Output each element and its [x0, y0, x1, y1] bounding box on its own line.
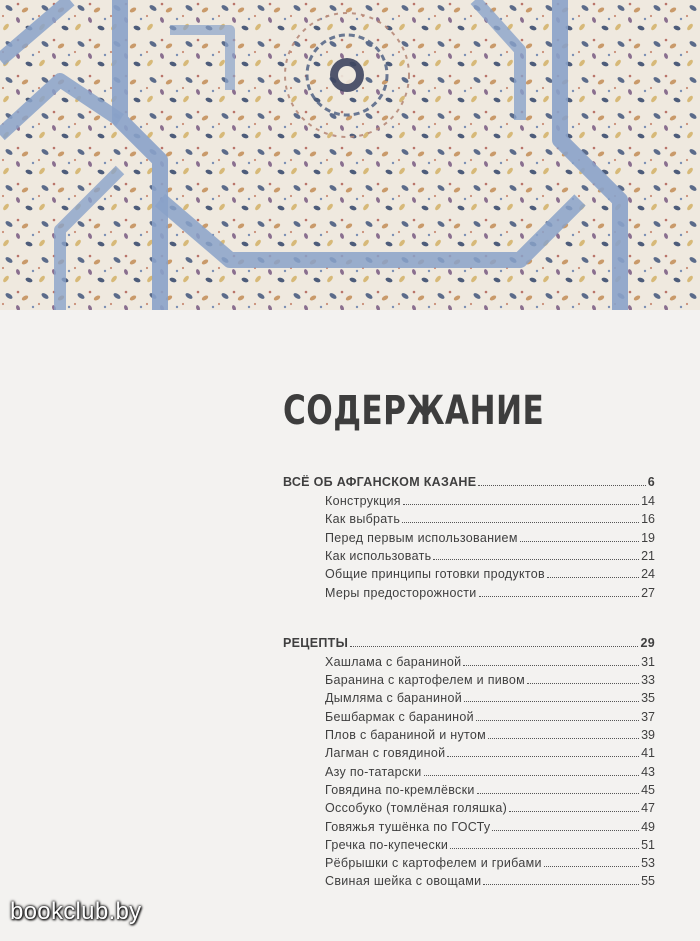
toc-page-number: 24: [641, 567, 655, 582]
dot-leader: [463, 664, 639, 666]
dot-leader: [547, 576, 639, 578]
toc-entry-label: Баранина с картофелем и пивом: [325, 673, 525, 688]
toc-entry[interactable]: [283, 869, 655, 888]
toc-entry-label: Как выбрать: [325, 512, 401, 527]
dot-leader: [450, 847, 639, 849]
toc-entry[interactable]: [283, 650, 655, 669]
dot-leader: [433, 558, 639, 560]
toc-page-number: 41: [641, 746, 655, 761]
toc-entry[interactable]: [283, 686, 655, 705]
toc-entry[interactable]: [283, 833, 655, 852]
toc-entry[interactable]: [283, 562, 655, 581]
toc-entry[interactable]: [283, 723, 655, 742]
toc-page-number: 6: [647, 475, 655, 489]
toc-page-number: 37: [641, 709, 655, 724]
toc-entry[interactable]: [283, 741, 655, 760]
toc-entry-label: Азу по-татарски: [325, 764, 422, 779]
toc-page-number: 33: [641, 673, 655, 688]
toc-page-number: 43: [641, 764, 655, 779]
dot-leader: [464, 700, 639, 702]
toc-page-number: 31: [641, 654, 655, 669]
toc-page-number: 51: [641, 837, 655, 852]
toc-entry-label: Общие принципы готовки продуктов: [325, 567, 545, 582]
dot-leader: [402, 521, 639, 523]
toc-entry-label: ВСЁ ОБ АФГАНСКОМ КАЗАНЕ: [283, 475, 477, 489]
toc-section-heading[interactable]: [283, 631, 655, 650]
toc-entry-label: Рёбрышки с картофелем и грибами: [325, 856, 542, 871]
toc-page-number: 39: [641, 728, 655, 742]
toc-page-number: 14: [641, 494, 655, 508]
toc-entry-label: Хашлама с бараниной: [325, 654, 462, 669]
toc-entry[interactable]: [283, 815, 655, 834]
toc-page-number: 29: [640, 635, 655, 650]
toc-entry-label: Как использовать: [325, 548, 432, 563]
toc-entry[interactable]: [283, 544, 655, 563]
toc-entry-label: Бешбармак с бараниной: [325, 709, 474, 724]
toc-page-number: 21: [641, 548, 655, 563]
toc-entry-label: Говяжья тушёнка по ГОСТу: [325, 819, 491, 834]
dot-leader: [520, 540, 639, 542]
toc-entry[interactable]: [283, 705, 655, 724]
dot-leader: [492, 829, 639, 831]
toc-page-number: 16: [641, 512, 655, 527]
toc-entry[interactable]: [283, 526, 655, 545]
dot-leader: [488, 737, 639, 739]
toc-page-number: 55: [641, 874, 655, 889]
dot-leader: [476, 719, 639, 721]
toc-entry[interactable]: [283, 668, 655, 687]
toc-entry[interactable]: [283, 489, 655, 508]
dot-leader: [544, 865, 639, 867]
dot-leader: [479, 595, 640, 597]
toc-entry[interactable]: [283, 581, 655, 600]
toc-entry-label: Говядина по-кремлёвски: [325, 782, 475, 797]
toc-entry-label: Конструкция: [325, 494, 401, 508]
dot-leader: [403, 503, 639, 505]
toc-entry-label: Оссобуко (томлёная голяшка): [325, 801, 508, 816]
dot-leader: [527, 682, 639, 684]
dot-leader: [447, 755, 639, 757]
dot-leader: [477, 792, 639, 794]
ornament-pattern-image: [0, 0, 700, 310]
toc-entry-label: Свиная шейка с овощами: [325, 874, 482, 889]
decorative-banner: [0, 0, 700, 310]
dot-leader: [483, 883, 639, 885]
toc-entry[interactable]: [283, 796, 655, 815]
watermark-text: bookclub.by: [10, 898, 142, 925]
toc-entry[interactable]: [283, 507, 655, 526]
dot-leader: [509, 810, 639, 812]
toc-entry[interactable]: [283, 851, 655, 870]
toc-entry-label: Гречка по-купечески: [325, 837, 449, 852]
toc-entry-label: Перед первым использованием: [325, 530, 518, 545]
toc-page-number: 19: [641, 530, 655, 545]
dot-leader: [424, 774, 640, 776]
toc-page-number: 35: [641, 691, 655, 706]
toc-entry-label: Лагман с говядиной: [325, 746, 446, 761]
toc-page-number: 47: [641, 801, 655, 816]
toc-entry[interactable]: [283, 760, 655, 779]
toc-entry-label: Дымлямa с бараниной: [325, 691, 462, 706]
dot-leader: [350, 645, 638, 647]
toc-page-number: 27: [641, 585, 655, 600]
toc-page-number: 45: [641, 782, 655, 797]
dot-leader: [478, 484, 645, 486]
toc-page-number: 53: [641, 856, 655, 871]
toc-entry-label: Плов с бараниной и нутом: [325, 728, 487, 742]
toc-entry-label: РЕЦЕПТЫ: [283, 635, 349, 650]
page-title: СОДЕРЖАНИЕ: [283, 388, 545, 434]
toc-entry-label: Меры предосторожности: [325, 585, 477, 600]
toc-page-number: 49: [641, 819, 655, 834]
toc-entry[interactable]: [283, 778, 655, 797]
toc-section-heading[interactable]: [283, 470, 655, 489]
